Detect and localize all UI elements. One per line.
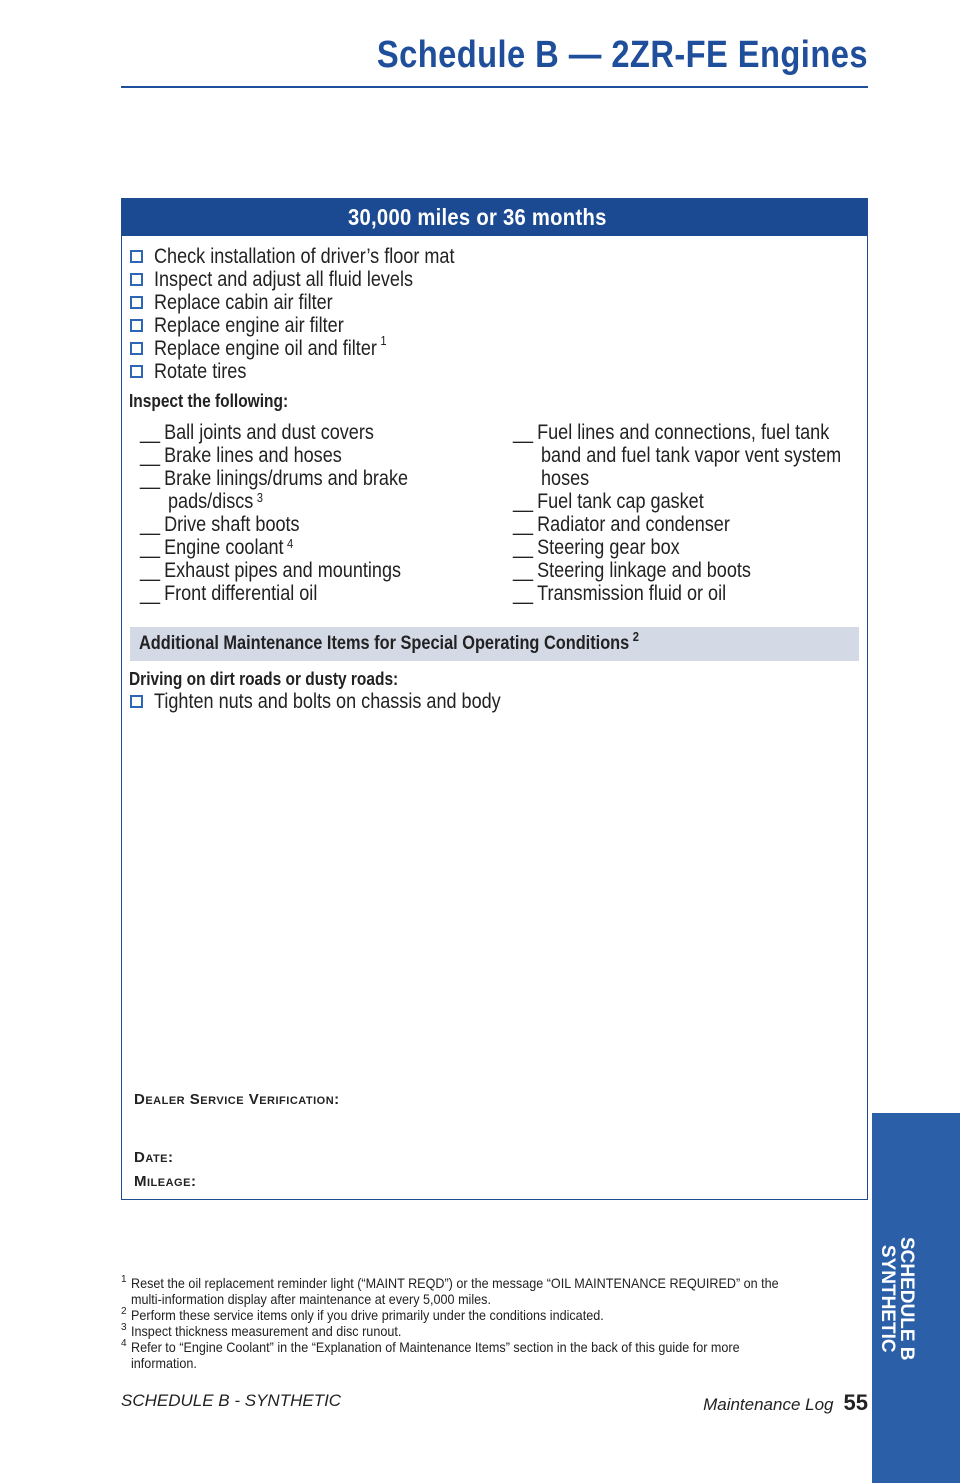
inspect-item: __ Transmission fluid or oil	[513, 582, 727, 605]
inspect-item-continued: hoses	[541, 467, 590, 490]
checklist-item[interactable]: Replace cabin air filter	[130, 291, 503, 314]
inspect-item: __ Steering gear box	[513, 536, 680, 559]
side-tab[interactable]	[872, 1113, 960, 1483]
inspect-item: __ Front differential oil	[140, 582, 318, 605]
checkbox[interactable]	[130, 695, 143, 708]
checklist-item[interactable]: Replace engine oil and filter $^1$	[130, 337, 503, 360]
inspect-item: __ Exhaust pipes and mountings	[140, 559, 402, 582]
checkbox[interactable]	[130, 250, 143, 263]
inspect-heading: Inspect the following:	[129, 391, 289, 411]
checklist-item[interactable]: Inspect and adjust all fluid levels	[130, 268, 503, 291]
checklist-item[interactable]: Replace engine air filter	[130, 314, 503, 337]
inspect-item: __ Brake linings/drums and brake	[140, 467, 409, 490]
inspect-item: __ Radiator and condenser	[513, 513, 730, 536]
inspect-list-right	[513, 421, 890, 605]
checklist-item[interactable]: Tighten nuts and bolts on chassis and body	[130, 690, 557, 713]
mileage-label: Mileage:	[134, 1173, 197, 1190]
checkbox[interactable]	[130, 319, 143, 332]
footnote: 1 Reset the oil replacement reminder light (“MAINT REQD”) or the message “OIL MAINTENANCE REQUIRED” on the multi-information display after maintenance at every 5,000 miles.	[121, 1274, 779, 1307]
footnote: 2 Perform these service items only if you drive primarily under the conditions indicated.	[121, 1306, 604, 1323]
inspect-item: __ Engine coolant $^4$	[140, 536, 294, 559]
interval-header: 30,000 miles or 36 months	[122, 199, 867, 236]
footer-page-info	[703, 1390, 868, 1416]
footnote-ref: 4	[287, 536, 294, 551]
dealer-verification-label: Dealer Service Verification:	[134, 1091, 340, 1108]
page-number: 55	[843, 1390, 868, 1415]
inspect-item-continued: pads/discs $^3$	[168, 490, 263, 513]
inspect-item: __ Fuel tank cap gasket	[513, 490, 704, 513]
inspect-item: __ Brake lines and hoses	[140, 444, 342, 467]
footnote: 4 Refer to “Engine Coolant” in the “Explanation of Maintenance Items” section in the back of this guide for more information.	[121, 1338, 740, 1371]
additional-heading: Additional Maintenance Items for Special Operating Conditions	[139, 633, 630, 654]
footnote-ref: 1	[380, 332, 387, 348]
footnotes	[121, 1275, 861, 1371]
footnote-ref: 3	[256, 490, 263, 505]
page-title: Schedule B — 2ZR-FE Engines	[377, 34, 868, 76]
side-tab-label: SCHEDULE B SYNTHETIC	[877, 1237, 917, 1361]
footnote: 3 Inspect thickness measurement and disc runout.	[121, 1322, 402, 1339]
inspect-list-left	[140, 421, 452, 605]
inspect-item-continued: band and fuel tank vapor vent system	[541, 444, 842, 467]
inspect-item: __ Steering linkage and boots	[513, 559, 751, 582]
checkbox[interactable]	[130, 342, 143, 355]
inspect-item: __ Fuel lines and connections, fuel tank	[513, 421, 830, 444]
inspect-item: __ Drive shaft boots	[140, 513, 300, 536]
footer-section-label: Maintenance Log	[703, 1395, 834, 1414]
inspect-item: __ Ball joints and dust covers	[140, 421, 374, 444]
service-checklist	[130, 245, 503, 383]
checkbox[interactable]	[130, 296, 143, 309]
additional-items-band	[130, 627, 859, 661]
checkbox[interactable]	[130, 365, 143, 378]
checklist-item[interactable]: Rotate tires	[130, 360, 503, 383]
footer-schedule-label: SCHEDULE B - SYNTHETIC	[121, 1391, 342, 1410]
date-label: Date:	[134, 1149, 174, 1166]
dirt-roads-heading: Driving on dirt roads or dusty roads:	[129, 669, 399, 689]
maintenance-box	[121, 198, 868, 1200]
title-divider	[121, 86, 868, 88]
checklist-item[interactable]: Check installation of driver’s floor mat	[130, 245, 503, 268]
footnote-ref: 2	[632, 629, 639, 644]
checkbox[interactable]	[130, 273, 143, 286]
